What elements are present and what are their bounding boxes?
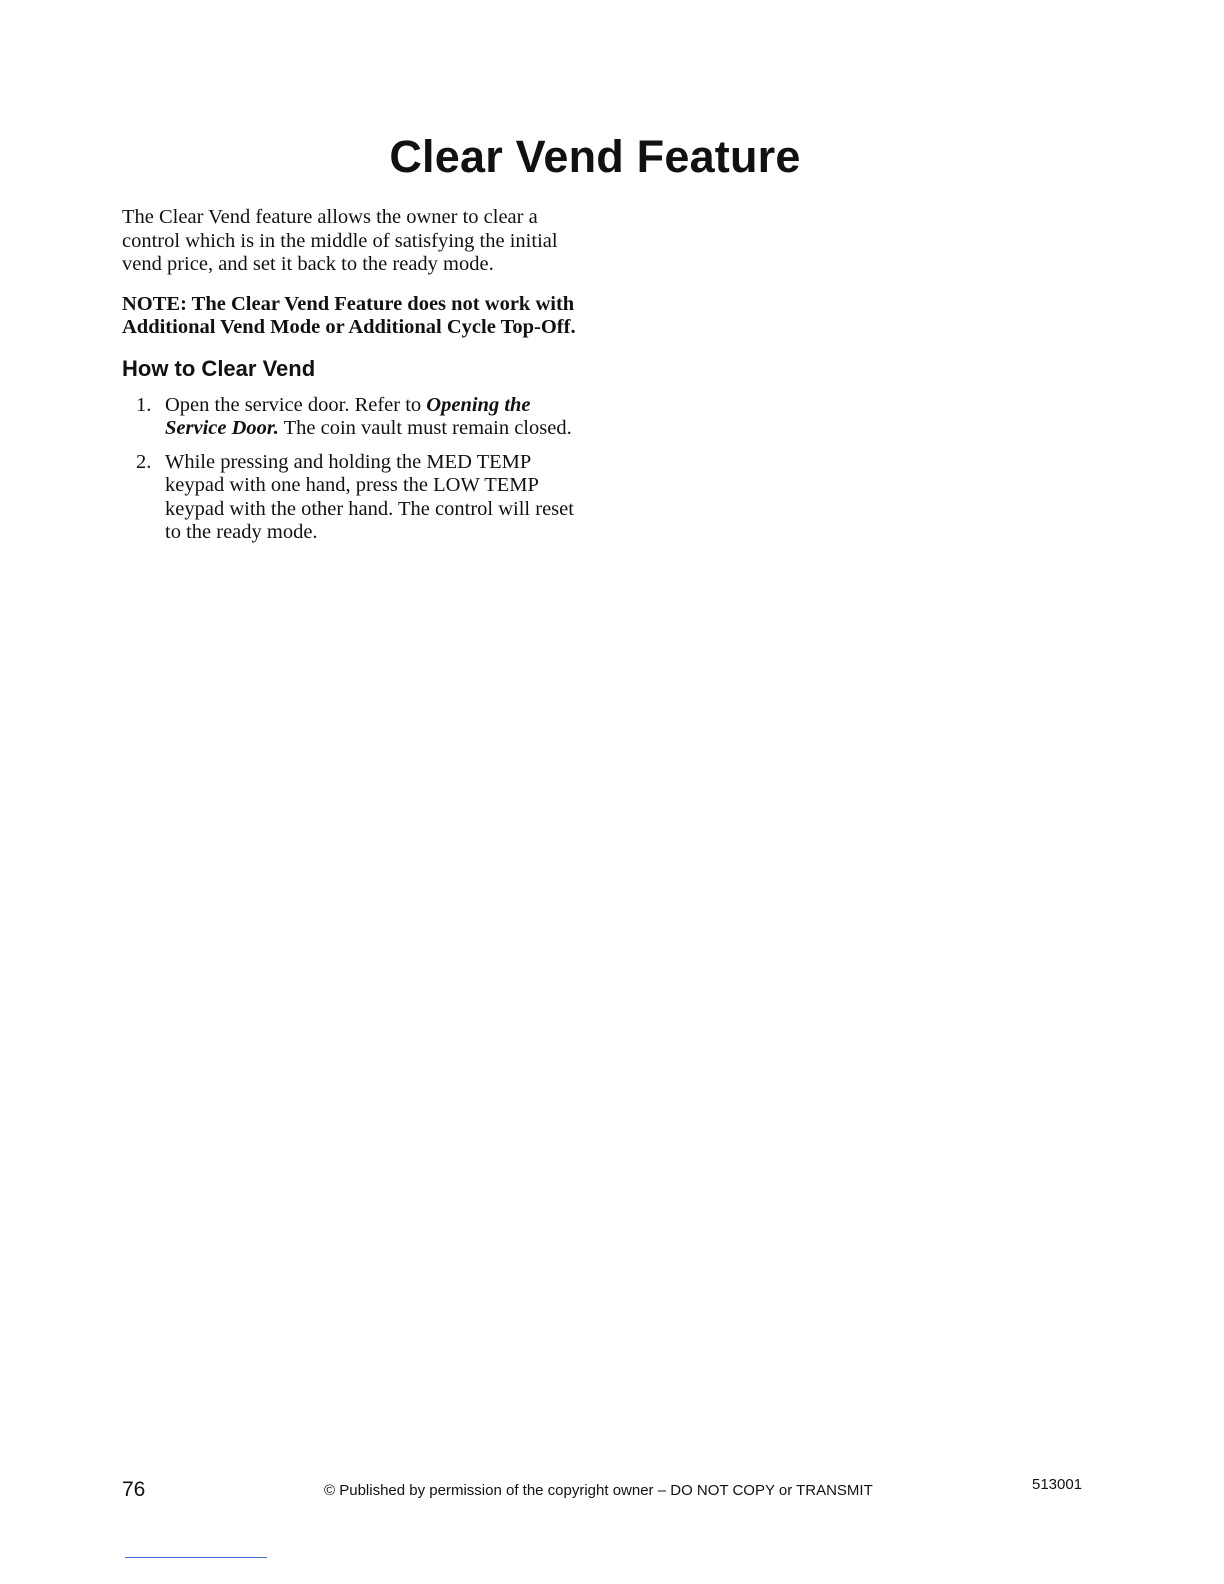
page-number: 76 bbox=[122, 1478, 146, 1501]
step-item bbox=[122, 451, 582, 545]
step-text: Open the service door. Refer to bbox=[165, 393, 427, 416]
steps-list bbox=[122, 394, 582, 545]
document-number: 513001 bbox=[1032, 1476, 1083, 1493]
page-title: Clear Vend Feature bbox=[389, 131, 801, 182]
content-column bbox=[122, 206, 582, 555]
step-number: 2. bbox=[136, 450, 152, 473]
intro-paragraph: The Clear Vend feature allows the owner to clear a control which is in the middle of satisfying the initial vend price, and set it back to the ready mode. bbox=[122, 206, 558, 275]
copyright-notice: © Published by permission of the copyright owner – DO NOT COPY or TRANSMIT bbox=[324, 1482, 873, 1499]
step-item bbox=[122, 394, 582, 441]
cross-reference: Opening the Service Door. bbox=[165, 393, 531, 439]
step-text: While pressing and holding the MED TEMP keypad with one hand, press the LOW TEMP keypad with the other hand. The control will reset to the ready mode. bbox=[165, 450, 574, 543]
step-number: 1. bbox=[136, 393, 152, 416]
step-text-continued: The coin vault must remain closed. bbox=[278, 417, 572, 439]
note-paragraph: NOTE: The Clear Vend Feature does not work with Additional Vend Mode or Additional Cycle Top-Off. bbox=[122, 292, 576, 338]
section-heading: How to Clear Vend bbox=[122, 355, 316, 381]
bottom-rule bbox=[125, 1557, 267, 1558]
